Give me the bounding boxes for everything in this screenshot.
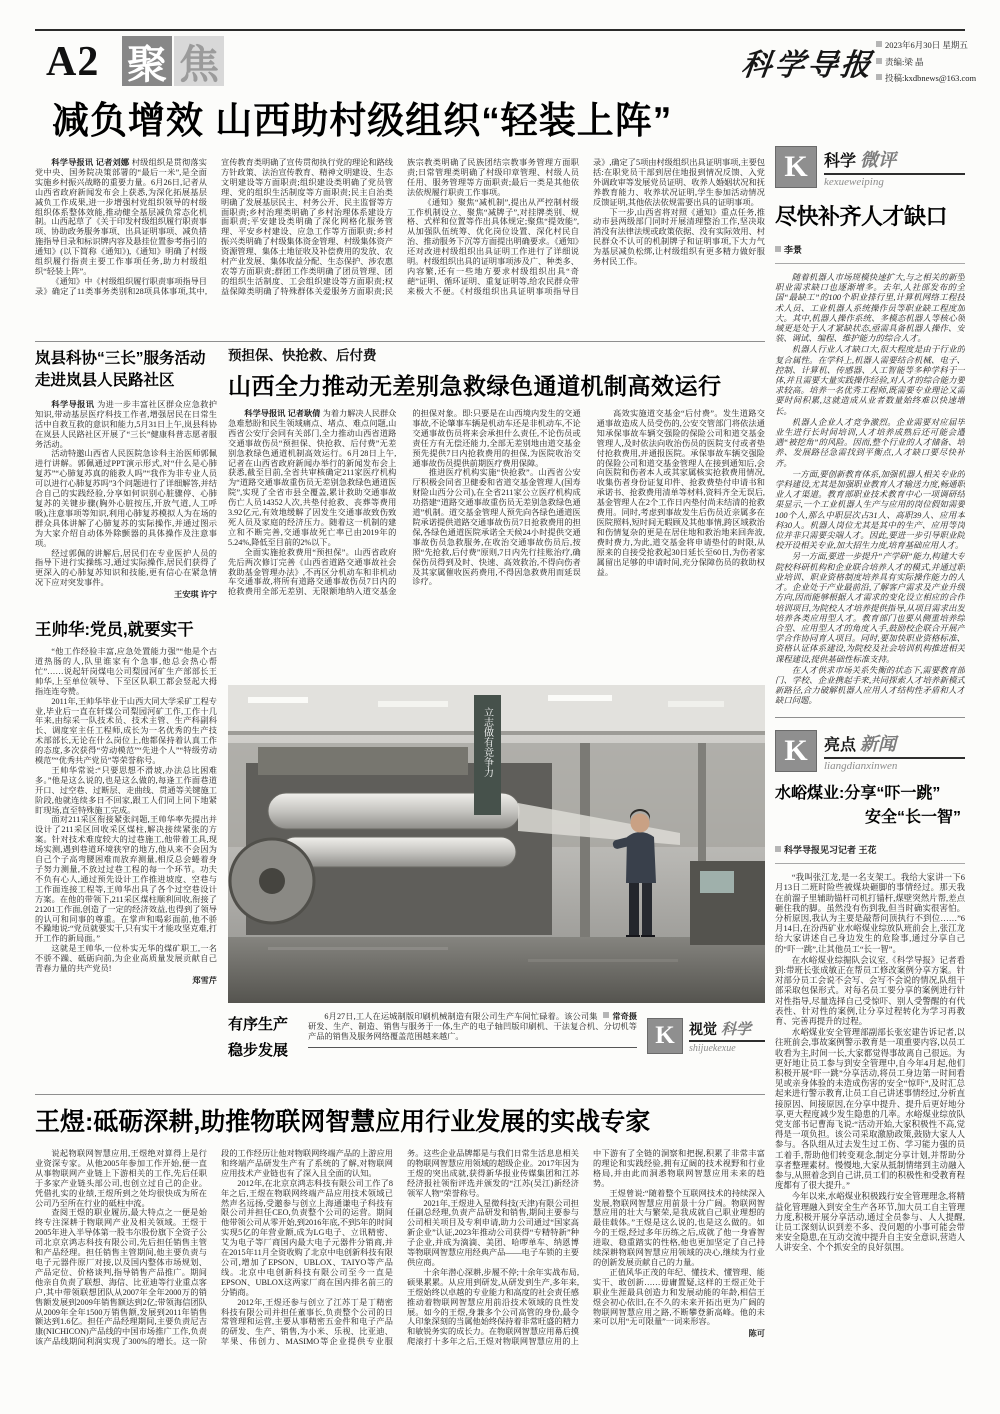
section-divider [35,1094,765,1095]
caption-body: 6月27日,工人在运城制版印刷机械制造有限公司生产车间忙碌着。该公司集研发、生产、制造、销售与服务于一体,生产的电子轴凹版印刷机、干法复合机、分切机等产品的销售及服务网络覆盖范围越来越广。 [308,1012,637,1041]
lanxian-title-line1: 岚县科协“三长”服务活动 [35,350,206,367]
square-bullet-icon [603,1012,609,1018]
lead-article-body [35,158,765,336]
square-bullet-icon [876,41,882,47]
bottom-paragraphs [35,1149,765,1347]
brand-pinyin: shijuekexue [689,1043,736,1054]
k-logo-icon: K [775,146,817,188]
bottom-signature: 陈可 [748,1329,765,1339]
paragraph: 王煜曾说:“随着整个互联网技术的持续深入发展,物联网智慧应用前景十分广阔。物联网智慧应用的壮大与繁荣,是我成就自己职业理想的最佳载体。”王煜是这么说的,也是这么做的。如今的王煜,经过多年历练之后,成就了他一身睿智进取、稳重踏实的性格,他也更加坚定了自己持续深耕物联网智慧应用领域的决心,继续为行业的创新发展贡献自己的力量。 [593,1188,765,1267]
liangdian-title-line2: 安全“长一智” [864,809,961,827]
paragraph: “我叫张江龙,是一名支架工。我给大家讲一下6月13日二班时险些被煤块砸脚的事情经过。那天我在前溜子里辅助锚杆司机打锚杆,煤壁突然片帮,差点砸住我的脚。虽然没有伤到我,但当时确实很害怕。分析原因,我认为主要是敲帮问顶执行不到位……”6月14日,在汾西矿业水峪煤业综放队班前会上,张江龙给大家讲述自己身边发生的危险事,通过分享自己的“吓一跳”,让其他员工“长一智”。 [775,873,965,954]
wangshuaihua-paragraphs [35,647,217,974]
paragraph: 2011年,王帅华毕业于山西大同大学采矿工程专业,毕业后一直在轩煤公司梨园河矿工作,工作十几年来,由综采一队技术员、技术主管、生产科副科长、调度室主任工程师,成长为一名优秀的生产技术部部长,无论在什么岗位上,他都保持着认真工作的态度,多次获得“劳动模范”“先进个人”“特级劳动模范”“优秀共产党员”等荣誉称号。 [35,696,217,766]
paragraph: 机器人企业人才竞争激烈。企业需要对应届毕业生进行长时间培训,人才培养成熟后还可能会遭遇“被挖角”的风险。因而,整个行业的人才储备、培养、发展路径急需找到平衡点,人才缺口要尽快补齐。 [775,417,965,468]
paragraph: 推进医疗机构实施“快抢救”。山西省公安厅积极会同省卫健委和省道交基金管理人(国寿财险山西分公司),在全省211家公立医疗机构成功搭建“道路交通事故重伤员无差别急救绿色通道”机制。道交基金管理人预先向各绿色通道医院承诺提供道路交通事故伤员7日抢救费用的担保,各绿色通道医院承诺全天候24小时提供交通事故伤员急救服务,在收治交通事故伤员后,按照“先抢救,后付费”原则,7日内先行挂账治疗,确保伤员得到及时、快速、高效救治,不得向伤者及其家属催收医药费用,不得因急救费用而延误诊疗。 [412,468,581,587]
section-badge [122,36,224,86]
header-editor [876,54,966,71]
lead-first-paragraph [35,158,207,277]
paragraph: 在人才供求市场关系失衡的状态下,需要教育部门、学校、企业携起手来,共同探索人才培养新模式新路径,合力破解机器人应用人才结构性矛盾和人才缺口问题。 [775,665,965,706]
kexueweiping-brand [824,146,965,188]
weiping-author [775,239,965,264]
section-divider [35,341,765,342]
bottom-headline: 王煜:砥砺深耕,助推物联网智慧应用行业发展的实战专家 [35,1108,651,1136]
lead-headline: 减负增效 山西助村级组织“轻装上阵” [52,100,673,141]
page-number: A2 [46,39,100,85]
header-contact [876,70,977,87]
paragraph: 全面实施抢救费用“预担保”。山西省政府先后两次修订完善《山西省道路交通事故社会救助基金管理办法》,不再区分机动车和非机动车交通事故,将所有道路交通事故伤员7日内的抢救费用全部无差别、无限额地纳入道交基金的担保对象。即:只要是在山西境内发生的交通事故,不论肇事车辆是机动车还是非机动车,不论交通事故伤员将来会承担什么责任,不论伤员或责任方有无偿还能力,全部无差别地由道交基金预先提供7日内抢救费用的担保,为医院收治交通事故伤员提供前期医疗费用保障。 [228,409,581,597]
brand-script: 新闻 [860,733,897,754]
middle-column [228,344,765,1063]
photo-credit [603,1012,637,1022]
bottom-article-body [35,1149,765,1407]
article-lanxian [35,348,217,600]
brand-black: 亮点 [824,736,857,754]
caption-label-line1: 有序生产 [228,1016,289,1033]
paragraph: 面对211采区衔接紧张问题,王帅华率先提出并设计了211采区回收采区煤柱,解决接续紧张的方案。针对技术难度较大的过巷施工,他带着工具,现场实测,遇到巷道环境狭窄的地方,他从来不会因为自己个子高弯腰困难而放弃测量,相反总会蜷着身子努力测量,不放过过巷工程的每一个环节。功夫不负有心人,通过预先设计工作推进坡度、空巷与工作面连接工程等,王帅华出具了各个过空巷设计方案。在他的带领下,211采区煤柱顺利回收,衔接了21201工作面,创造了一定的经济效益,也得到了领导的认可和同事的尊重。在掌声和喝彩面前,他不骄不躁地说:“党员就要实干,只有实干才能攻坚克难,打开工作的新局面。” [35,815,217,944]
paragraph: 下一步,山西省将对照《通知》重点任务,推动市县两级部门同时开展清理整治工作,坚决取消没有法律法规或政策依据、没有实际效用、村民群众不认可的机制牌子和证明事项,下大力气为基层减负松绑,让村级组织有更多精力做好服务村民工作。 [593,207,765,267]
paragraph: 活动特邀山西省人民医院急诊科主治医师郭佩进行讲解。郭佩通过PPT演示形式,对“什么是心肺复苏”“心肺复苏真的能救人吗”“我作为非专业人员可以进行心肺复苏吗”3个问题进行了详细解答,并结合自己的实践经验,分享如何识别心脏骤停、心肺复苏的关键步骤(胸外心脏按压,开放气道,人工呼吸),注意事项等知识,利用心肺复苏模拟人为在场的群众具体讲解了心肺复苏的实际操作,并通过图示为大家介绍自动体外除颤器的具体操作及注意事项。 [35,449,217,548]
brand-line [824,730,965,759]
top-rule [35,29,965,31]
caption-text [308,1012,637,1048]
paragraph: 说起物联网智慧应用,王煜绝对算得上是行业资深专家。从他2005年参加工作开始,便一直从事物联网产业链上下游相关的工作,先后任职于多家产业链头部公司,也创立过自己的企业。凭借扎实的业绩,王煜所到之处均很快成为所在公司乃至所在行业的砥柱中流。 [35,1149,207,1208]
brand-script: 微评 [860,150,897,170]
masthead: 科学导报 [739,49,876,82]
header-meta [876,37,977,87]
square-bullet-icon [876,58,882,64]
paragraph: 今年以来,水峪煤业积极践行安全管理理念,将精益化管理融入到安全生产各环节,加大员工自主管理力度,积极开展分享活动,通过全员参与、人人提醒,让员工深刻认识到差不多、没问题的小事可能会带来安全隐患,在互动交流中提升自主安全意识,营造人人讲安全、个个抓安全的良好氛围。 [775,1192,965,1253]
k-logo-icon: K [647,1018,683,1054]
square-bullet-icon [876,74,882,80]
paragraph: 水峪煤业安全管理部副部长张宏建告诉记者,以往班前会,事故案例警示教育是一项重要内容,以员工收看为主,时间一长,大家都觉得事故离自己很远。为更好地让员工参与到安全管理中,自今年4月起,他们积极开展“吓一跳”分享活动,将员工身边第一时间看见或亲身体验的未造成伤害的安全“惊吓”,及时汇总起来进行警示教育,让员工自己讲述事情经过,分析直接原因、间接原因,在分享中提升、提升后更好地分享,更大程度减少发生隐患的几率。水峪煤业综放队党支部书记曹海飞说:“活动开始,大家积极性不高,觉得是一项负担。该公司采取激励政策,鼓励大家人人参与。各队组从过去发生过工伤、学习能力强的员工着手,帮助他们转变观念,制定分享计划,并帮助分享者整理素材。慢慢地,大家从抵制情绪到主动融入参与,从照着念到自己讲,员工们的积极性和受教育程度都有了很大提升。” [775,1028,965,1191]
editor-text: 责编:梁 晶 [885,56,924,67]
article-wangshuaihua [35,616,217,986]
paragraph: 另一方面,要进一步提升“产学研”能力,构建大专院校科研机构和企业联合培养人才的模式,并通过职业培训、职业资格制度培养具有实际操作能力的人才。企业处于产业最前沿,了解客户需求及产业升级方向,因而能够根据人才需求的变化设立相应的合作培训项目,为院校人才培养提供指导,从项目需求出发培养各类应用型人才。教育部门也要从侧重培养综合型、应用型人才的角度入手,鼓励校企联合开展产学合作协同育人项目。同时,要加快职业资格标准、资格认证体系建设,为院校及社会培训机构推进相关课程建设,提供基础性标准支持。 [775,552,965,664]
kexueweiping-section [775,146,965,707]
paragraph: 随着机器人市场规模快速扩大,与之相关的新型职业需求缺口也逐渐增多。去年,人社部发布的全国“最缺工”的100个职业排行里,计算机网络工程技术人员、工业机器人系统操作员等职业缺工程度加大。其中,机器人操作系统、多模态机器人等核心领域更是处于人才紧缺状态,亟需具备机器人操作、安装、调试、编程、维护能力的综合人才。 [775,273,965,344]
paragraph: 2012年,王煜还参与创立了江苏丁是丁精密科技有限公司并担任董事长,负责整个公司的日常管理和运营,主要从事精密五金件和电子产品的研发、生产、销售,为小米、乐视、比亚迪、苹果、伟创力、MASIMO等企业提供专业服务。这些企业品牌都是与我们日常生活息息相关的物联网智慧应用领域的超级企业。2017年因为王煜的突出成就,获得新华报业传媒集团和江苏经济报社领衔评选并颁发的“江苏(吴江)新经济领军人物”荣誉称号。 [221,1149,579,1347]
paragraph: 查阅王煜的职业履历,最大特点之一便是始终专注深耕于物联网产业及相关领域。王煜于2005年进入半导体第一股韦尔股份旗下全资子公司北京京鸿志科技有限公司,先后担任销售主管和产品经理。担任销售主管期间,他主要负责与电子元器件原厂对接,以及国内整体市场规划、产品定位、价格谈判,指导销售产品推广。期间他亲自负责了联想、海信、比亚迪等行业重点客户,其中带领联想团队从2007年全年2000万的销售额发展到2009年销售额达到2亿;带领海信团队从2009年全年1500万销售额,发展到2011年销售额达到1.6亿。担任产品经理期间,主要负责尼吉康(NICHICON)产品线的中国市场推广工作,负责该产品线期间利润实现了300%的增长。这一阶段的工作经历让他对物联网终端产品的上游应用和终端产品研发生产有了系统的了解,对物联网应用技术产业链也有了深入且全面的认知。 [35,1149,393,1347]
mid-kicker: 预担保、快抢救、后付费 [228,348,377,363]
paragraph: 高效实施道交基金“后付费”。发生道路交通事故造成人员受伤的,公安交管部门将依法通知承保事故车辆交强险的保险公司和道交基金管理人,及时依法向收治伤员的医院支付或者垫付抢救费用,并通报医院。承保事故车辆交强险的保险公司和道交基金管理人在接到通知后,会向医院和伤者本人或其家属核实抢救费用情况,收集伤者身份证复印件、抢救费垫付申请书和承诺书、抢救费用清单等材料,资料齐全无误后,基金管理人在2个工作日内垫付尚未结清的抢救费用。同时,考虑到事故发生后伤员近亲属多在医院照料,短时间无暇顾及其他事情,跨区域救治和伤情复杂的更是在居住地和救治地来回奔波,费时费力,为此,道交基金将申请垫付的时限,从原来的自接受抢救起30日延长至60日,为伤者家属留出足够的申请时间,充分保障伤员的救助权益。 [596,409,765,577]
left-column [35,348,217,1090]
lanxian-byline: 科学导报讯 [51,399,98,409]
shijuekexue-logo [647,1012,765,1054]
lead-byline: 科学导报讯 记者刘娜 [51,158,132,167]
brand-line [689,1018,765,1042]
section-badge-char-1: 聚 [122,36,172,86]
mid-byline: 科学导报讯 记者耿倩 [244,409,323,418]
sidebar [775,146,965,1414]
brand-line [824,146,965,175]
weiping-title: 尽快补齐人才缺口 [775,204,948,229]
weiping-paragraphs [775,273,965,707]
caption-label-line2: 稳步发展 [228,1041,289,1059]
contact-email: 投稿:kxdbnews@163.com [885,73,977,84]
paragraph: 《通知》聚焦“减机制”,提出从严控制村级工作机制设立、聚焦“减牌子”,对挂牌类别、规格、式样和位置等作出具体规定;聚焦“提效能”,从加强队伍统筹、优化岗位设置、深化村民自治、推动服务下沉等方面提出明确要求。《通知》还对改进村级组织出具证明工作进行了详细说明。村级组织出具的证明事项涉及广、种类多、内容繁,还有一些地方要求村级组织出具“奇葩”证明、循环证明、重复证明等,给农民群众带来极大不便。《村级组织出具证明事项指导目录》,确定了5项由村级组织出具证明事项,主要包括:在职党员干部到居住地报到情况反馈、入党外调政审等发展党员证明、收养人婚姻状况和抚养教育能力、收养状况证明,学生参加活动情况反馈证明,其他依法依规需要出具的证明事项。 [407,158,765,296]
liangdian-title-line1: 水峪煤业:分享“吓一跳” [775,784,941,802]
section-badge-char-2: 焦 [174,36,224,86]
liangdian-author [775,839,965,864]
paragraph: 《通知》中《村级组织履行职责事项指导目录》确定了11类事务类别和28项具体事项,其中,宣传教育类明确了宣传贯彻执行党的理论和路线方针政策、法治宣传教育、精神文明建设、生态文明建设等方面职责;组织建设类明确了党员管理、党的组织生活制度等方面职责;民主自治类明确了发展基层民主、村务公开、民主监督等方面职责;乡村治理类明确了乡村治理体系建设方面职责;平安建设类明确了深化网格化服务管理、平安乡村建设、应急工作等方面职责;乡村振兴类明确了村级集体资金管理、村级集体资产资源管理、集体土地征收及补偿费用的发放、农村产业发展、集体收益分配、生态保护、涉农惠农等方面职责;群团工作类明确了团员管理、团的组织生活制度、工会组织建设等方面职责;权益保障类明确了特殊群体关爱服务方面职责;民族宗教类明确了民族团结宗教事务管理方面职责;日常管理类明确了村级印章管理、村级人员任用、服务管理等方面职责;最后一类是其他依法依规履行职责工作事项。 [35,158,579,296]
shijuekexue-brand [689,1018,765,1054]
sidebar-divider [775,717,965,718]
weiping-author-name: 李景 [784,245,803,255]
mid-paragraph-text: 为着力解决人民群众急难愁盼和民生领域痛点、堵点、难点问题,山西省公安厅会同有关部门,全力推动山西省道路交通事故伤员“预担保、快抢救、后付费”无差别急救绿色通道机制高效运行。6月28日上午,记者在山西省政府新闻办举行的新闻发布会上获悉,截至目前,全省共审核确定211家医疗机构为“道路交通事故重伤员无差别急救绿色通道医院”,实现了全省市县全覆盖,累计救助交通事故伤亡人员14352人次,共垫付抢救、丧葬等费用3.92亿元,有效地缓解了因发生交通事故致伤致死人员及家庭的经济压力。随着这一机制的建立和不断完善,交通事故死亡率已由2019年的5.24%,降低至目前的2%以下。 [228,409,397,547]
liangdianxinwen-section [775,730,965,1254]
lanxian-title [35,348,217,393]
k-logo-icon: K [775,730,817,772]
square-bullet-icon [775,246,781,252]
paragraph: 正值风华正茂的年纪、懂技术、懂管理、能实干、敢创新……毋庸置疑,这样的王煜正处于职业生涯最具创造力和发展动能的年龄,相信王煜会初心依旧,在不久的未来开拓出更为广阔的物联网智慧应用之路,不断攀登新高峰。他的未来可以用“无可限量”一词来形容。 [593,1267,765,1327]
wangshuaihua-title: 王帅华:党员,就要实干 [35,621,194,640]
lanxian-first-paragraph [35,400,217,450]
header-date [876,37,966,54]
liangdian-title [775,782,965,832]
wangshuaihua-body [35,647,217,986]
mid-article-body [228,409,765,675]
paragraph: 一方面,要创新教育体系,加强机器人相关专业的学科建设,尤其是加强职业教育人才输送力度,畅通职业人才渠道。教育部职业技术教育中心一项调研结果显示,一个工业机器人生产与应用的岗位假如需要100个人,那么中职层次占31人、高职39人、应用本科30人。机器人岗位尤其是其中的生产、应用等岗位并非只需要尖端人才。因此,要进一步引导职业院校开设相关专业,加大招生力度,培育基础应用人才。 [775,469,965,551]
banner-slogan: 立志做有竞争力 [481,707,493,777]
brand-black: 科学 [824,153,857,170]
brand-black: 视觉 [689,1021,717,1037]
liangdian-paragraphs [775,873,965,1254]
brand-pinyin: liangdianxinwen [824,759,898,772]
paragraph: 王帅华常说:“只要思想不滑坡,办法总比困难多。”他是这么说的,也是这么做的,每逢工作面巷道开口、过空巷、过断层、走曲线、贯通等关键施工阶段,他就连续多日不回家,跟工人们同上同下地紧盯现场,直至特殊施工完成。 [35,765,217,815]
lead-paragraph-text: 村级组织是贯彻落实党中央、国务院决策部署的“最后一米”,是全面实施乡村振兴战略的重要力量。6月26日,记者从山西省政府新闻发布会上获悉,为深化拓展基层减负工作成果,进一步增强村党组织领导的村级组织体系整体效能,推动健全基层减负常态化机制。山西起草了《关于印发村级组织履行职责事项、协助政务服务事项、出具证明事项、减负措施指导目录和标识牌内容及悬挂位置参考指引的通知》(以下简称《通知》),《通知》明确了村级组织履行指责主要工作事项任务,助力村级组织“轻装上阵”。 [35,158,207,276]
lanxian-paragraphs [35,449,217,588]
paragraph: 这就是王帅华,一位朴实无华的煤矿职工,一名不骄不躁、砥砺向前,为企业高质量发展贡献自己青春力量的共产党员! [35,944,217,974]
lanxian-signature: 王安琪 许宁 [174,590,217,600]
wangshuaihua-signature: 郑雪芹 [192,975,217,985]
paragraph: 2012年,在北京京鸿志科技有限公司工作了8年之后,王煜在物联网终端产品应用技术领域已然声名远扬,受邀参与创立上海通谦电子科技有限公司并担任CEO,负责整个公司的运营。期间他带领公司从零开始,到2016年底,不到5年的时间实现5亿的年营业额,成为LG电子、立讯精密、艾为电子等厂商国内最大电子元器件分销商,并在2015年11月全资收购了北京中电创新科技有限公司,增加了EPSON、UBLOX、TAIYO等产品线。北京中电创新科技有限公司至今一直是EPSON、UBLOX这两家厂商在国内排名前三的分销商。 [221,1178,393,1297]
paragraph: 机器人行业人才缺口大,很大程度是由于行业的复合属性。在学科上,机器人需要结合机械、电子、控制、计算机、传感器、人工智能等多种学科于一体,并且需要大量实践操作经验,对人才的综合能力要求较高。培养一名优秀工程师,既需要专业理论又需要时间积累,这就造成从业者数量始终难以快速增长。 [775,345,965,416]
lanxian-title-line2: 走进岚县人民路社区 [35,372,175,390]
paragraph: 2021年,王煜进入星微科技(天津)有限公司担任副总经理,负责产品研发和销售,期间主要参与公司相关项目及专利申请,助力公司通过“国家高新企业”认证,2023年推动公司获得“专精特新”种子企业,并成为滴滴、美团、哈啰单车、纳恩博等物联网智慧应用经典产品——电子车锁的主要供应商。 [407,1198,579,1267]
paragraph: 在水峪煤业综掘队会议室,《科学导报》记者看到:带班长张成敏正在帮员工修改案例分享方案。针对部分员工会说不会写、会写不会说的情况,队组干部采取包保形式。对每名员工要分享的案例进行针对性指导,尽量选择自己受惊吓、别人受警醒的有代表性、针对性的案例,让分享过程转化为学习再教育、完善再提升的过程。 [775,955,965,1026]
lanxian-paragraph-text: 为进一步丰富社区群众应急救护知识,带动基层医疗科技工作者,增强居民在日常生活中自救互救的意识和能力,5月31日上午,岚县科协在岚县人民路社区开展了“三长”健康科普志愿者服务活动。 [35,399,217,449]
photo-credit-name: 常奇摄 [612,1012,637,1021]
paragraph: “他工作经验丰富,应急处置能力强”“他是个古道热肠的人,队里谁家有个急事,他总会热心帮忙”……说起轩岗煤电公司梨园河矿生产部部长王帅华,上至单位领导、下至区队职工都会竖起大拇指连连夸赞。 [35,647,217,696]
square-bullet-icon [775,846,781,852]
liangdian-brand [824,730,965,772]
kexueweiping-header [775,146,965,188]
liangdian-header [775,730,965,772]
mid-headline: 山西全力推动无差别急救绿色通道机制高效运行 [228,373,722,399]
factory-photo-svg [228,685,765,1003]
paragraph: 十余年潜心深耕,步履不停;十余年实战布局,硕果累累。从应用到研发,从研发到生产,多年来,王煜始终以卓越的专业能力和高度的社会责任感推动着物联网智慧应用前沿技术领域的良性发展。如今的王煜,身兼多个公司高管的身份,最令人印象深刻的当属他始终保持着非常旺盛的精力和敏锐务实的成长力。在物联网智慧应用幕后摸爬滚打十多年之后,王煜对物联网智慧应用的上中下游有了全链的洞察和把握,积累了非常丰富的理论和实践经验,拥有辽阔的技术视野和行业格局,并由此而洞悉物联网智慧应用未来的趋势。 [407,1149,765,1347]
date-text: 2023年6月30日 星期五 [885,40,968,50]
photo-caption-row [228,1012,765,1063]
caption-label [228,1012,298,1063]
lanxian-body [35,400,217,600]
factory-photo [228,685,765,1003]
mid-first-paragraph [228,409,396,548]
brand-script: 科学 [721,1022,752,1038]
bottom-article [35,1102,765,1414]
liangdian-author-name: 科学导报见习记者 王花 [784,845,877,856]
paragraph: 经过郭佩的讲解后,居民们在专业医护人员的指导下进行实操练习,通过实际操作,居民们获得了更深入的心肺复苏知识和技能,更有信心在紧急情况下应对突发事件。 [35,548,217,588]
brand-pinyin: kexueweiping [824,176,884,188]
